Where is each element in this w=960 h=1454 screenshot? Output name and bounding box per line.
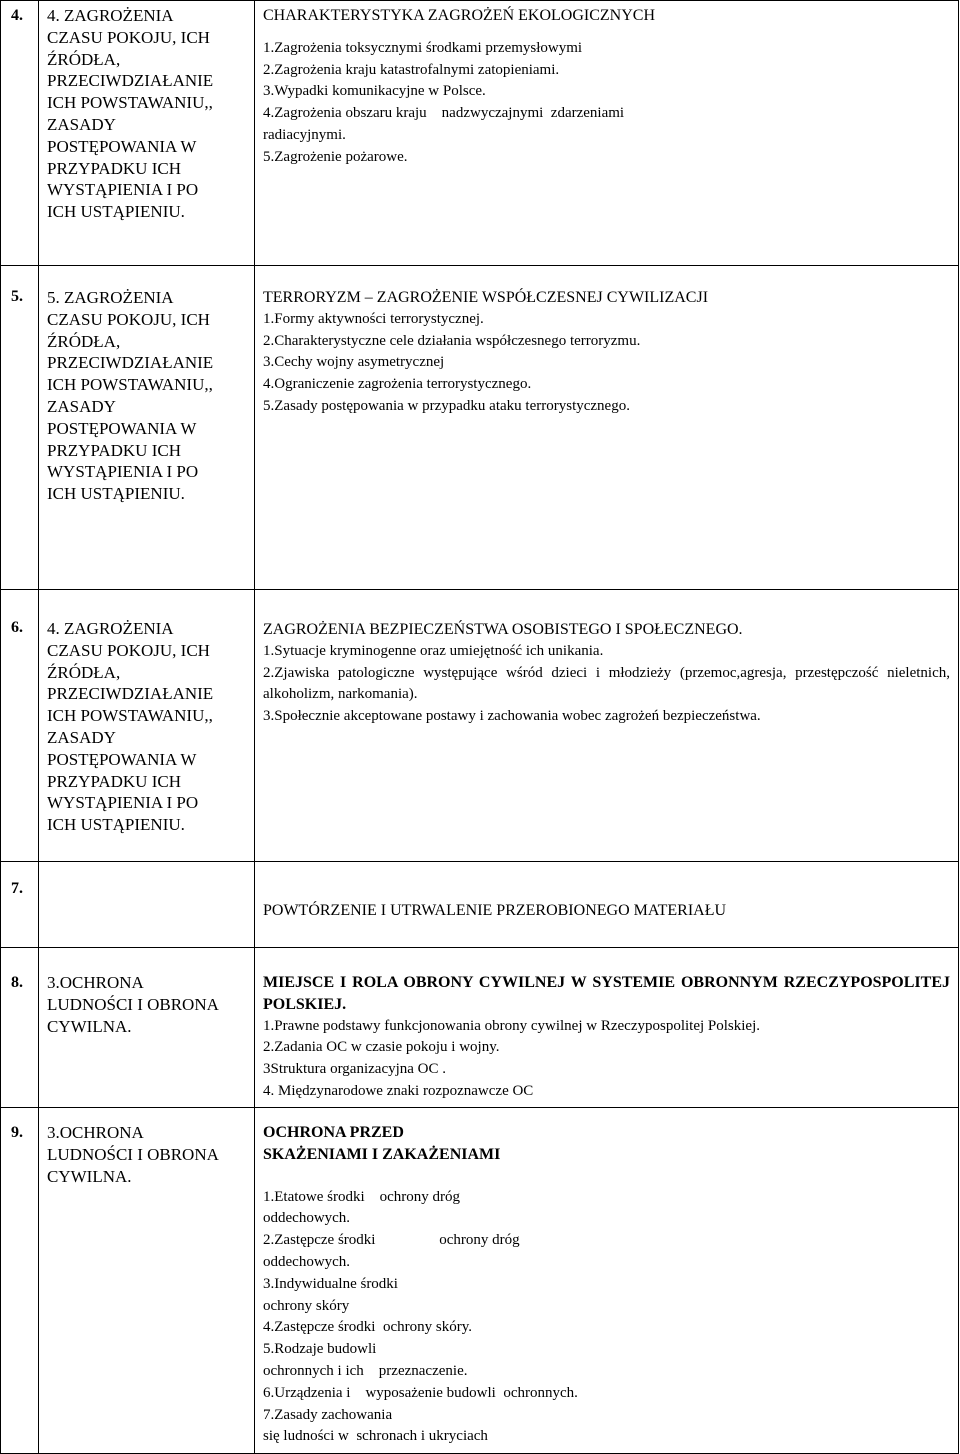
list-item: 4.Zagrożenia obszaru kraju nadzwyczajnymi zdarzeniami [263,105,625,122]
list-item: 1.Etatowe środki ochrony dróg [263,1188,461,1205]
topic-line: ICH POWSTAWANIU,, [47,93,213,113]
topic-line: ICH USTĄPIENIU. [47,815,185,835]
content-cell [255,948,959,1108]
topic-cell [39,948,255,1108]
topic-line: PRZECIWDZIAŁANIE [47,353,214,373]
list-item: 5.Rodzaje budowli [263,1341,377,1358]
topic-line: ZASADY [47,114,116,134]
list-item: radiacyjnymi. [263,126,346,143]
row-number: 4. [1,1,39,266]
list-item: oddechowych. [263,1210,351,1227]
topic-line: ŹRÓDŁA, [47,49,121,69]
table-row [1,1108,959,1454]
content-cell [255,862,959,948]
list-item: 2.Zagrożenia kraju katastrofalnymi zatopieniami. [263,61,560,78]
list-item: się ludności w schronach i ukryciach [263,1428,488,1445]
topic-line: 5. ZAGROŻENIA [47,288,174,307]
topic-line: 4. ZAGROŻENIA [47,619,174,638]
row-number: 6. [1,590,39,862]
topic-line: PRZYPADKU ICH [47,158,181,178]
list-item: 4.Zastępcze środki ochrony skóry. [263,1319,472,1336]
topic-line: ŹRÓDŁA, [47,662,121,682]
table-row [1,266,959,590]
topic-line: ŹRÓDŁA, [47,331,121,351]
topic-cell [39,862,255,948]
topic-line: CZASU POKOJU, ICH [47,640,210,660]
row-number: 9. [1,1108,39,1454]
list-item: 3.Cechy wojny asymetrycznej [263,354,445,371]
topic-line: CZASU POKOJU, ICH [47,27,210,47]
content-cell [255,1,959,266]
topic-cell [39,1108,255,1454]
topic-line: WYSTĄPIENIA I PO [47,462,199,482]
topic-line: PRZECIWDZIAŁANIE [47,684,214,704]
section-heading: TERRORYZM – ZAGROŻENIE WSPÓŁCZESNEJ CYWILIZACJI [263,289,709,306]
content-cell [255,1108,959,1454]
list-item: 5.Zagrożenie pożarowe. [263,148,408,165]
list-item: 3Struktura organizacyjna OC . [263,1061,447,1078]
row-number: 5. [1,266,39,590]
topic-line: PRZYPADKU ICH [47,440,181,460]
topic-line: POSTĘPOWANIA W [47,749,197,769]
table-row [1,948,959,1108]
table-row [1,590,959,862]
section-heading: SKAŻENIAMI I ZAKAŻENIAMI [263,1145,501,1163]
list-item: ochronnych i ich przeznaczenie. [263,1362,468,1379]
list-item: 2.Zadania OC w czasie pokoju i wojny. [263,1039,500,1056]
topic-line: CZASU POKOJU, ICH [47,309,210,329]
topic-cell [39,590,255,862]
content-cell [255,266,959,590]
list-item: 4. Międzynarodowe znaki rozpoznawcze OC [263,1082,534,1099]
list-item: 5.Zasady postępowania w przypadku ataku terrorystycznego. [263,397,630,414]
list-item: 2.Charakterystyczne cele działania współczesnego terroryzmu. [263,332,641,349]
topic-line: ICH USTĄPIENIU. [47,484,185,504]
list-item: 7.Zasady zachowania [263,1406,393,1423]
topic-line: CYWILNA. [47,1016,132,1036]
list-item: 2.Zjawiska patologiczne występujące wśród dzieci i młodzieży (przemoc,agresja, przestępczość nieletnich, alkoholizm, narkomania). [263,664,950,703]
topic-line: CYWILNA. [47,1166,132,1186]
topic-line: 3.OCHRONA [47,973,144,992]
list-item: 3.Wypadki komunikacyjne w Polsce. [263,83,486,100]
topic-line: 4. ZAGROŻENIA [47,6,174,25]
section-heading: POWTÓRZENIE I UTRWALENIE PRZEROBIONEGO MATERIAŁU [263,902,727,919]
list-item: oddechowych. [263,1253,351,1270]
topic-cell [39,266,255,590]
topic-line: POSTĘPOWANIA W [47,136,197,156]
list-item: 2.Zastępcze środki ochrony dróg [263,1232,520,1249]
content-cell [255,590,959,862]
topic-line: WYSTĄPIENIA I PO [47,180,199,200]
list-item: 1.Sytuacje kryminogenne oraz umiejętność ich unikania. [263,642,604,659]
topic-line: WYSTĄPIENIA I PO [47,793,199,813]
table-row [1,862,959,948]
topic-line: PRZYPADKU ICH [47,771,181,791]
list-item: 1.Prawne podstawy funkcjonowania obrony cywilnej w Rzeczypospolitej Polskiej. [263,1017,760,1034]
topic-line: ICH POWSTAWANIU,, [47,706,213,726]
topic-line: PRZECIWDZIAŁANIE [47,71,214,91]
section-heading: ZAGROŻENIA BEZPIECZEŃSTWA OSOBISTEGO I SPOŁECZNEGO. [263,621,743,638]
topic-line: ICH USTĄPIENIU. [47,202,185,222]
row-number: 7. [1,862,39,948]
section-heading: OCHRONA PRZED [263,1124,404,1141]
list-item: 3.Indywidualne środki [263,1275,398,1292]
section-heading: MIEJSCE I ROLA OBRONY CYWILNEJ W SYSTEMIE OBRONNYM RZECZYPOSPOLITEJ POLSKIEJ. [263,974,950,1013]
section-heading: CHARAKTERYSTYKA ZAGROŻEŃ EKOLOGICZNYCH [263,7,655,24]
topic-line: LUDNOŚCI I OBRONA [47,1144,219,1164]
topic-line: 3.OCHRONA [47,1123,144,1142]
topic-line: LUDNOŚCI I OBRONA [47,994,219,1014]
list-item: 4.Ograniczenie zagrożenia terrorystycznego. [263,376,532,393]
list-item: 1.Zagrożenia toksycznymi środkami przemysłowymi [263,39,583,56]
table-row [1,1,959,266]
topic-cell [39,1,255,266]
list-item: 3.Społecznie akceptowane postawy i zachowania wobec zagrożeń bezpieczeństwa. [263,708,761,725]
list-item: 6.Urządzenia i wyposażenie budowli ochronnych. [263,1384,578,1401]
row-number: 8. [1,948,39,1108]
list-item: ochrony skóry [263,1297,350,1314]
topic-line: ICH POWSTAWANIU,, [47,375,213,395]
topic-line: ZASADY [47,396,116,416]
topic-line: POSTĘPOWANIA W [47,418,197,438]
topic-line: ZASADY [47,727,116,747]
list-item: 1.Formy aktywności terrorystycznej. [263,310,484,327]
